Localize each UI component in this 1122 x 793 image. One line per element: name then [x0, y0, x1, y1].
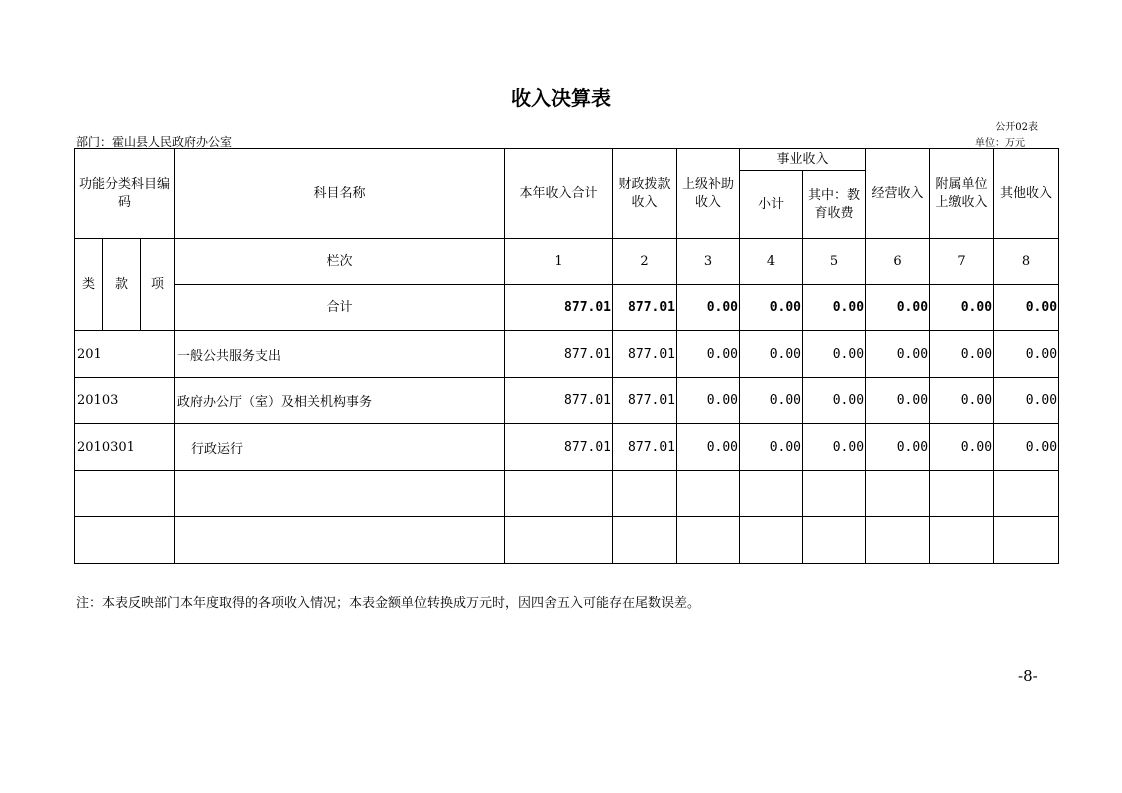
row-cell: 0.00 — [930, 378, 994, 424]
col-number: 4 — [740, 239, 803, 285]
empty-cell — [505, 517, 613, 564]
total-row-label: 合计 — [175, 285, 505, 331]
header-kuan: 款 — [103, 239, 141, 331]
table-row — [75, 424, 1059, 471]
total-cell: 0.00 — [866, 285, 930, 331]
header-operating: 经营收入 — [866, 149, 930, 239]
row-cell: 877.01 — [505, 424, 613, 471]
row-cell: 877.01 — [505, 378, 613, 424]
header-subtotal: 小计 — [740, 171, 803, 239]
header-subject-name: 科目名称 — [175, 149, 505, 239]
col-number: 6 — [866, 239, 930, 285]
unit-label: 单位：万元 — [975, 138, 1025, 149]
empty-cell — [803, 517, 866, 564]
header-fiscal: 财政拨款收入 — [613, 149, 677, 239]
page-title: 收入决算表 — [511, 86, 611, 110]
header-business: 事业收入 — [740, 149, 866, 171]
row-cell: 0.00 — [677, 424, 740, 471]
col-number: 3 — [677, 239, 740, 285]
row-cell: 0.00 — [866, 424, 930, 471]
total-cell: 0.00 — [803, 285, 866, 331]
empty-cell — [930, 517, 994, 564]
row-cell: 877.01 — [505, 331, 613, 378]
row-cell: 0.00 — [803, 331, 866, 378]
row-name: 一般公共服务支出 — [175, 331, 505, 378]
row-cell: 0.00 — [866, 331, 930, 378]
col-number: 7 — [930, 239, 994, 285]
row-cell: 0.00 — [740, 424, 803, 471]
total-cell: 0.00 — [994, 285, 1059, 331]
header-education: 其中：教育收费 — [803, 171, 866, 239]
column-order-label: 栏次 — [175, 239, 505, 285]
income-table — [74, 148, 1059, 564]
row-cell: 0.00 — [866, 378, 930, 424]
empty-cell — [803, 471, 866, 517]
row-cell: 0.00 — [994, 331, 1059, 378]
row-cell: 0.00 — [930, 424, 994, 471]
row-cell: 877.01 — [613, 424, 677, 471]
empty-cell — [866, 517, 930, 564]
empty-cell — [740, 471, 803, 517]
row-cell: 877.01 — [613, 378, 677, 424]
empty-row — [75, 517, 1059, 564]
empty-cell — [677, 517, 740, 564]
row-cell: 0.00 — [677, 331, 740, 378]
total-cell: 877.01 — [505, 285, 613, 331]
footnote: 注：本表反映部门本年度取得的各项收入情况；本表金额单位转换成万元时，因四舍五入可能存在尾数误差。 — [76, 596, 701, 611]
total-cell: 877.01 — [613, 285, 677, 331]
form-number: 公开02表 — [995, 122, 1038, 133]
row-cell: 0.00 — [803, 378, 866, 424]
row-cell: 877.01 — [613, 331, 677, 378]
empty-cell — [175, 471, 505, 517]
row-name: 行政运行 — [175, 424, 505, 471]
col-number: 2 — [613, 239, 677, 285]
empty-row — [75, 471, 1059, 517]
empty-cell — [613, 471, 677, 517]
empty-cell — [75, 517, 175, 564]
empty-cell — [175, 517, 505, 564]
total-cell: 0.00 — [677, 285, 740, 331]
row-name: 政府办公厅（室）及相关机构事务 — [175, 378, 505, 424]
empty-cell — [994, 471, 1059, 517]
row-cell: 0.00 — [994, 424, 1059, 471]
empty-cell — [740, 517, 803, 564]
col-number: 1 — [505, 239, 613, 285]
header-affiliated: 附属单位上缴收入 — [930, 149, 994, 239]
row-cell: 0.00 — [803, 424, 866, 471]
row-cell: 0.00 — [930, 331, 994, 378]
col-number: 8 — [994, 239, 1059, 285]
row-code: 20103 — [75, 378, 175, 424]
empty-cell — [613, 517, 677, 564]
header-other: 其他收入 — [994, 149, 1059, 239]
empty-cell — [75, 471, 175, 517]
empty-cell — [505, 471, 613, 517]
header-func-code: 功能分类科目编码 — [75, 149, 175, 239]
total-cell: 0.00 — [930, 285, 994, 331]
row-code: 201 — [75, 331, 175, 378]
row-cell: 0.00 — [677, 378, 740, 424]
empty-cell — [677, 471, 740, 517]
empty-cell — [994, 517, 1059, 564]
col-number: 5 — [803, 239, 866, 285]
header-superior: 上级补助收入 — [677, 149, 740, 239]
header-lei: 类 — [75, 239, 103, 331]
row-cell: 0.00 — [740, 378, 803, 424]
empty-cell — [866, 471, 930, 517]
row-cell: 0.00 — [740, 331, 803, 378]
row-code: 2010301 — [75, 424, 175, 471]
total-cell: 0.00 — [740, 285, 803, 331]
department-label: 部门：霍山县人民政府办公室 — [76, 135, 233, 149]
header-total-income: 本年收入合计 — [505, 149, 613, 239]
table-row — [75, 378, 1059, 424]
table-row — [75, 331, 1059, 378]
page-number: -8- — [1018, 667, 1038, 685]
row-cell: 0.00 — [994, 378, 1059, 424]
empty-cell — [930, 471, 994, 517]
header-xiang: 项 — [141, 239, 175, 331]
